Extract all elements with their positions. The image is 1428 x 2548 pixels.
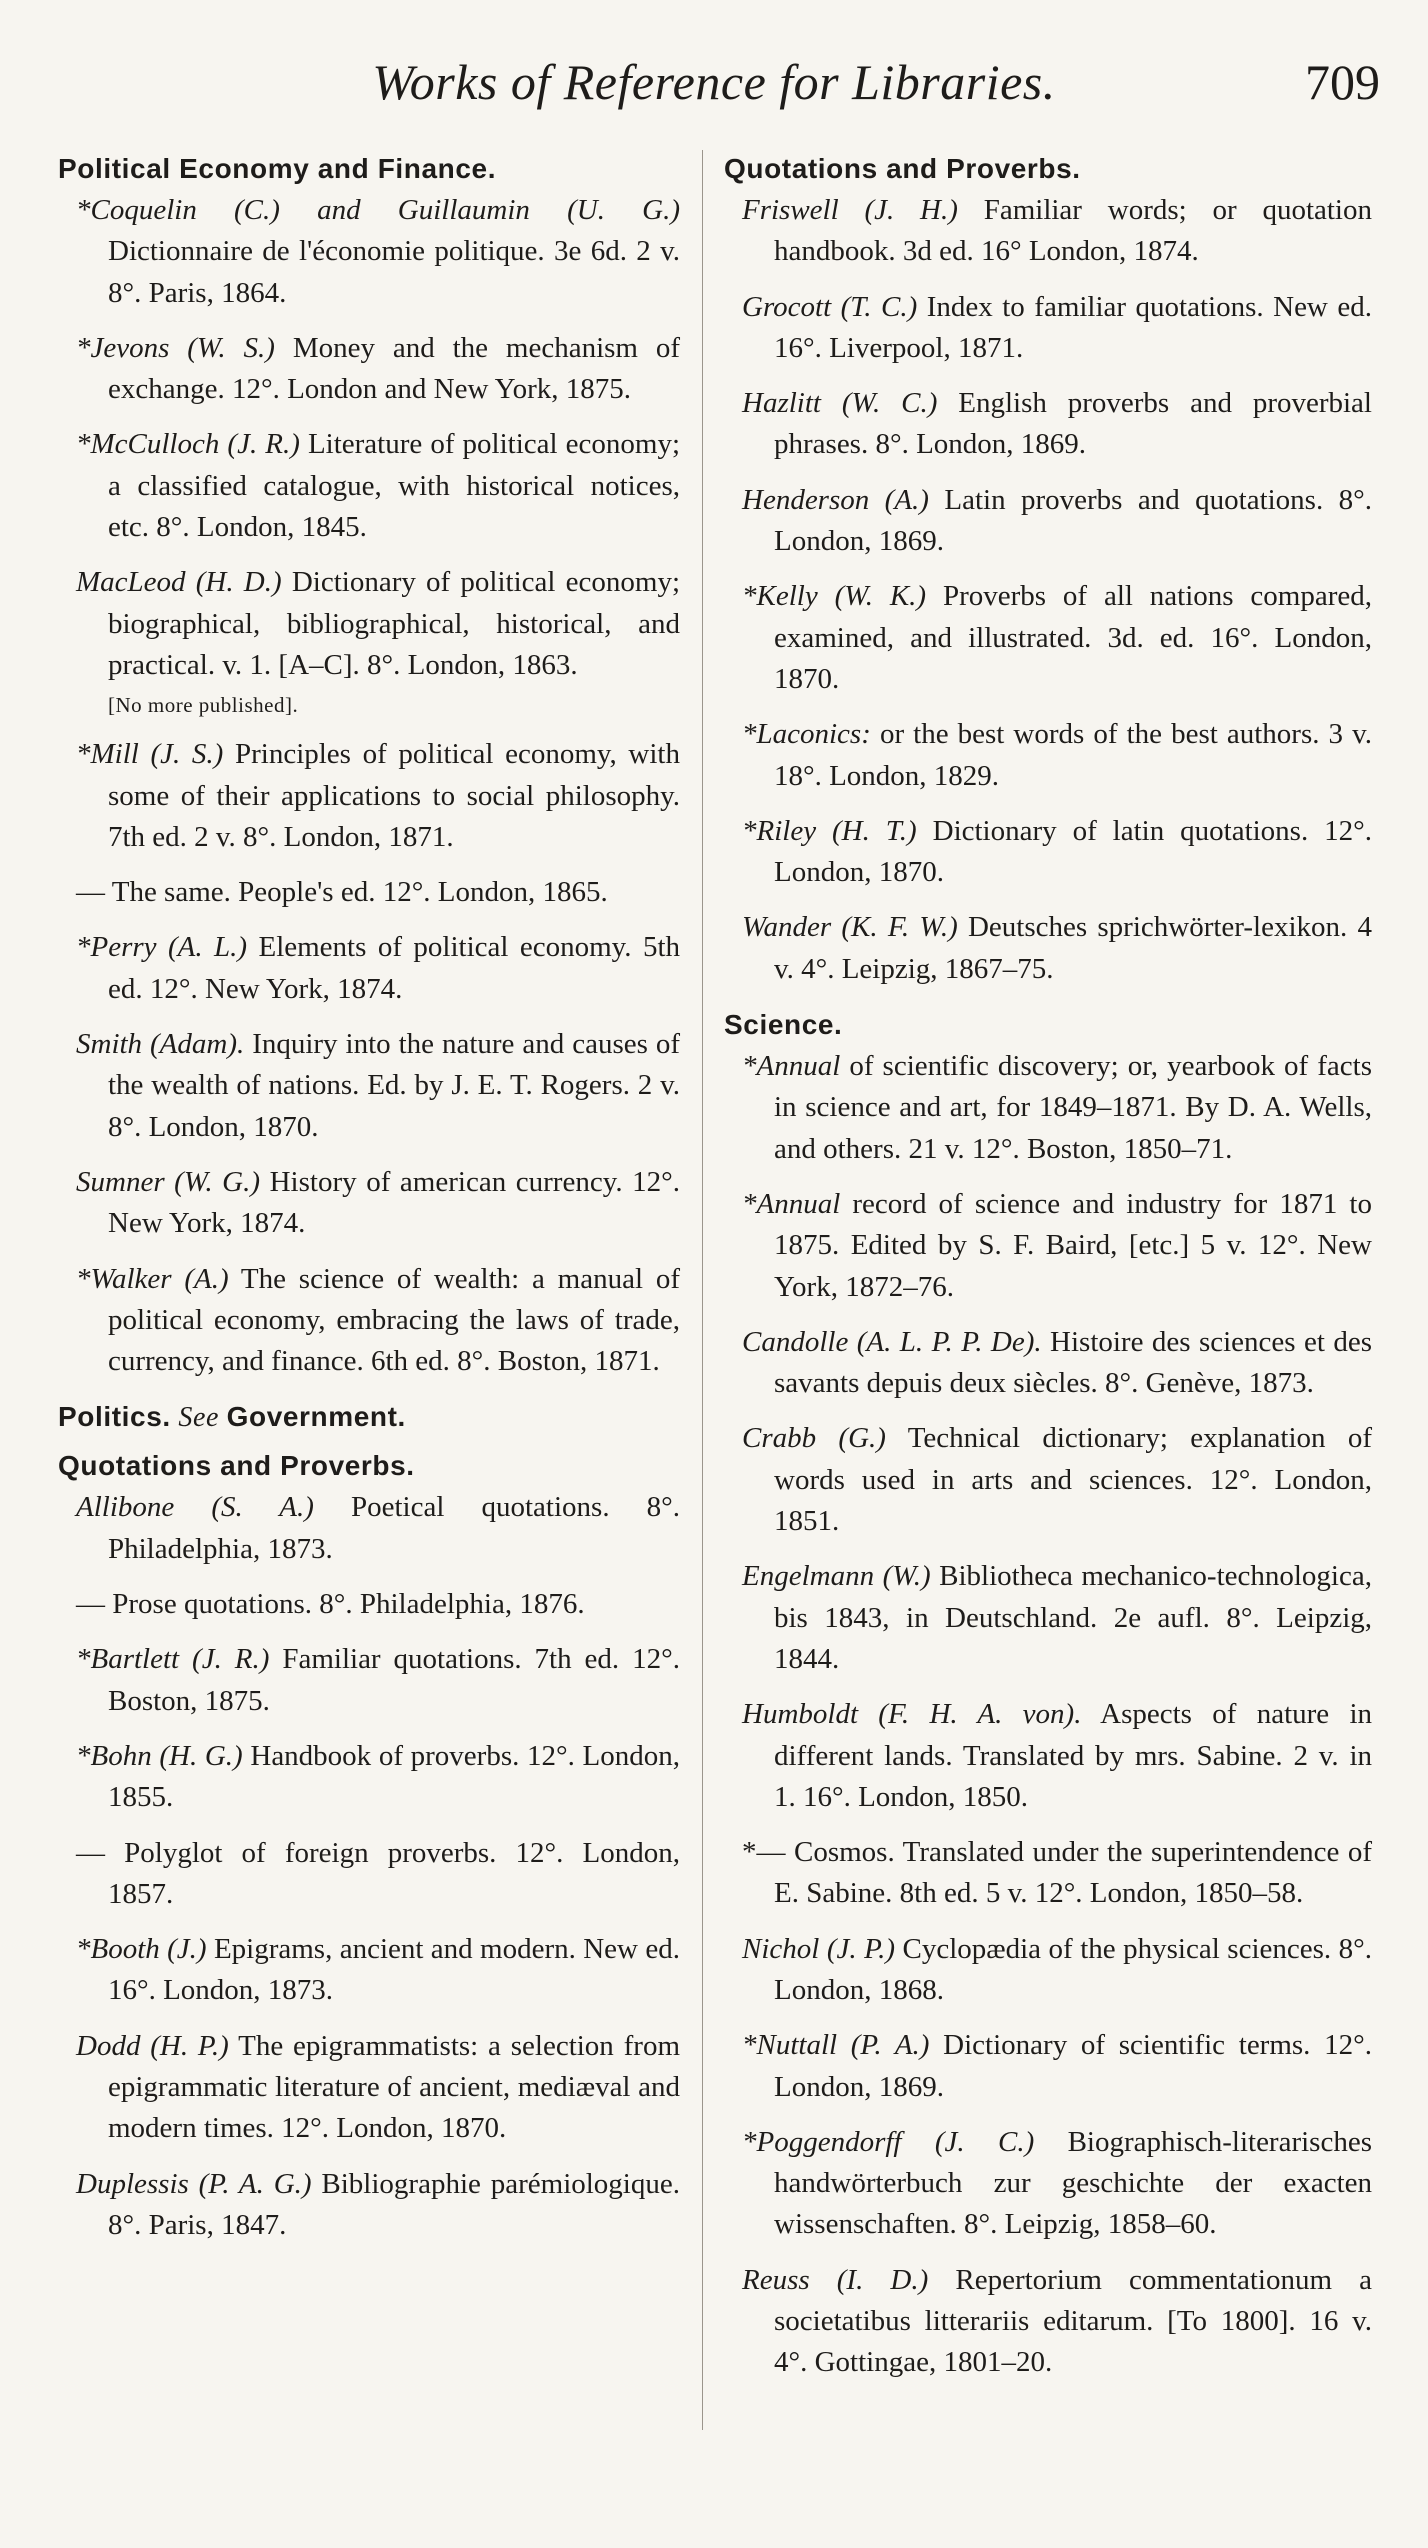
entry-description: Index to familiar quotations. New ed. 16°. Liverpool, 1871. — [774, 290, 1372, 364]
entry-description: Bibliotheca mechanico-technologica, bis 1843, in Deutschland. 2e aufl. 8°. Leipzig, 1844. — [774, 1560, 1372, 1675]
entry-description: Dictionary of scientific terms. 12°. London, 1869. — [774, 2029, 1372, 2103]
section-heading-text: Politics. — [58, 1401, 171, 1433]
entry-description: Dictionnaire de l'économie politique. 3e 6d. 2 v. 8°. Paris, 1864. — [108, 235, 680, 309]
entry-author: *Laconics: — [742, 718, 871, 751]
entry-author: Allibone (S. A.) — [76, 1491, 314, 1524]
entry-author: *Bartlett (J. R.) — [76, 1643, 270, 1676]
bibliography-entry — [724, 1556, 1372, 1680]
entry-description: Aspects of nature in different lands. Translated by mrs. Sabine. 2 v. in 1. 16°. London, 1850. — [774, 1698, 1372, 1813]
bibliography-entry — [58, 2026, 680, 2150]
entry-author: Dodd (H. P.) — [76, 2029, 229, 2062]
bibliography-entry — [724, 1046, 1372, 1170]
entry-description: The epigrammatists: a selection from epigrammatic literature of ancient, mediæval and modern times. 12°. London, 1870. — [108, 2029, 680, 2145]
bibliography-entry — [724, 2122, 1372, 2246]
bibliography-entry — [724, 287, 1372, 370]
entry-description: Biographisch-literarisches handwörterbuch zur geschichte der exacten wissenschaften. 8°. Leipzig, 1858–60. — [774, 2125, 1372, 2241]
bibliography-entry — [724, 811, 1372, 894]
entry-author: *Kelly (W. K.) — [742, 580, 927, 613]
entry-description: Elements of political economy. 5th ed. 12°. New York, 1874. — [108, 931, 681, 1005]
entry-description: English proverbs and proverbial phrases. 8°. London, 1869. — [774, 387, 1372, 461]
entry-author: *Walker (A.) — [76, 1262, 229, 1295]
entry-description: Dictionary of latin quotations. 12°. London, 1870. — [774, 814, 1373, 889]
entry-author: Reuss (I. D.) — [742, 2263, 929, 2296]
entry-author: Friswell (J. H.) — [742, 194, 958, 226]
entry-description: record of science and industry for 1871 to 1875. Edited by S. F. Baird, [etc.] 5 v. 12°. New York, 1872–76. — [774, 1187, 1372, 1303]
bibliographic-note: [No more published]. — [108, 693, 299, 718]
entry-author: Engelmann (W.) — [742, 1560, 931, 1593]
entry-description: Repertorium commentationum a societatibus litterariis editarum. [To 1800]. 16 v. 4°. Gottingae, 1801–20. — [774, 2263, 1372, 2379]
left-column — [58, 142, 680, 2260]
section-heading-text: Quotations and Proverbs. — [724, 153, 1081, 184]
bibliography-entry — [724, 714, 1372, 797]
bibliography-entry — [724, 2025, 1372, 2108]
entry-author: *Mill (J. S.) — [76, 738, 224, 771]
bibliography-entry — [58, 1162, 680, 1245]
entry-description: Histoire des sciences et des savants depuis deux siècles. 8°. Genève, 1873. — [774, 1325, 1372, 1400]
entry-author: Candolle (A. L. P. P. De). — [742, 1325, 1042, 1358]
entry-author: Hazlitt (W. C.) — [742, 387, 938, 420]
entry-description: Literature of political economy; a classified catalogue, with historical notices, etc. 8°. London, 1845. — [108, 428, 680, 544]
section-heading — [58, 1445, 680, 1487]
bibliography-entry — [724, 2260, 1372, 2384]
entry-author: *Poggendorff (J. C.) — [742, 2125, 1035, 2158]
bibliography-entry — [58, 1736, 680, 1819]
bibliography-entry — [724, 190, 1372, 273]
section-heading-text: Science. — [724, 1009, 843, 1041]
bibliography-entry — [724, 907, 1372, 990]
entry-description: History of american currency. 12°. New York, 1874. — [108, 1165, 681, 1240]
bibliography-entry — [58, 927, 680, 1010]
entry-author: MacLeod (H. D.) — [76, 566, 282, 599]
bibliography-entry — [58, 1024, 680, 1148]
entry-description: — Polyglot of foreign proverbs. 12°. London, 1857. — [76, 1836, 680, 1910]
bibliography-entry — [58, 1584, 680, 1625]
entry-description: Handbook of proverbs. 12°. London, 1855. — [108, 1739, 680, 1814]
entry-description: Dictionary of political economy; biographical, bibliographical, historical, and practical. v. 1. [A–C]. 8°. London, 1863. — [108, 566, 681, 681]
entry-author: *Annual — [742, 1187, 841, 1220]
entry-author: Smith (Adam). — [76, 1028, 245, 1061]
bibliography-entry — [58, 1639, 680, 1722]
bibliography-entry — [58, 190, 680, 314]
page-title: Works of Reference for Libraries. — [372, 54, 1056, 110]
entry-description: Poetical quotations. 8°. Philadelphia, 1873. — [108, 1491, 680, 1565]
page-number: 709 — [1305, 54, 1380, 110]
entry-description: The science of wealth: a manual of political economy, embracing the laws of trade, currency, and finance. 6th ed. 8°. Boston, 1871. — [108, 1262, 680, 1378]
bibliography-entry — [724, 1694, 1372, 1818]
entry-author: *Bohn (H. G.) — [76, 1739, 243, 1772]
entry-author: *Riley (H. T.) — [742, 814, 917, 847]
bibliography-entry — [724, 576, 1372, 700]
bibliography-entry — [724, 1184, 1372, 1308]
entry-description: Bibliographie parémiologique. 8°. Paris, 1847. — [108, 2167, 680, 2241]
bibliography-entry — [724, 1322, 1372, 1405]
entry-description: Principles of political economy, with some of their applications to social philosophy. 7th ed. 2 v. 8°. London, 1871. — [108, 738, 680, 853]
entry-author: *Coquelin (C.) and Guillaumin (U. G.) — [76, 194, 680, 226]
section-heading — [58, 148, 680, 190]
bibliography-entry — [58, 328, 680, 411]
section-heading — [724, 1004, 1372, 1046]
column-divider — [702, 150, 703, 2430]
bibliography-entry — [724, 1832, 1372, 1915]
bibliography-entry — [58, 1259, 680, 1383]
entry-description: or the best words of the best authors. 3 v. 18°. London, 1829. — [774, 718, 1372, 792]
see-reference-label: See — [170, 1402, 227, 1434]
bibliography-entry — [58, 734, 680, 858]
bibliography-entry — [58, 872, 680, 913]
entry-author: Sumner (W. G.) — [76, 1165, 261, 1198]
entry-author: *Annual — [742, 1050, 841, 1083]
entry-description: Cyclopædia of the physical sciences. 8°. London, 1868. — [774, 1932, 1372, 2006]
entry-author: Duplessis (P. A. G.) — [76, 2167, 312, 2200]
section-heading-text: Quotations and Proverbs. — [58, 1450, 415, 1482]
entry-author: Grocott (T. C.) — [742, 290, 918, 323]
see-reference-target: Government. — [226, 1401, 406, 1433]
entry-description: Epigrams, ancient and modern. New ed. 16°. London, 1873. — [108, 1933, 680, 2007]
bibliography-entry — [724, 480, 1372, 563]
right-column — [724, 142, 1372, 2398]
entry-author: *Jevons (W. S.) — [76, 331, 275, 364]
entry-description: Inquiry into the nature and causes of the wealth of nations. Ed. by J. E. T. Rogers. 2 v. 8°. London, 1870. — [108, 1028, 680, 1143]
bibliography-entry — [724, 1929, 1372, 2012]
entry-description: *— Cosmos. Translated under the superintendence of E. Sabine. 8th ed. 5 v. 12°. London, 1850–58. — [742, 1836, 1372, 1910]
bibliography-entry — [724, 383, 1372, 466]
entry-author: Henderson (A.) — [742, 483, 929, 516]
entry-author: *Perry (A. L.) — [76, 931, 248, 964]
entry-author: Nichol (J. P.) — [742, 1932, 895, 1965]
bibliography-entry — [58, 1487, 680, 1570]
bibliography-entry — [58, 424, 680, 548]
entry-description: Proverbs of all nations compared, examined, and illustrated. 3d. ed. 16°. London, 1870. — [774, 580, 1373, 695]
entry-description: Technical dictionary; explanation of words used in arts and sciences. 12°. London, 1851. — [774, 1422, 1373, 1538]
section-heading-text: Political Economy and Finance. — [58, 153, 497, 184]
entry-author: Crabb (G.) — [742, 1422, 886, 1455]
entry-author: *Booth (J.) — [76, 1933, 207, 1966]
entry-description: Deutsches sprichwörter-lexikon. 4 v. 4°. Leipzig, 1867–75. — [774, 911, 1372, 985]
bibliography-entry — [58, 1929, 680, 2012]
entry-description: — The same. People's ed. 12°. London, 1865. — [76, 876, 608, 909]
entry-description: Familiar words; or quotation handbook. 3d ed. 16° London, 1874. — [774, 194, 1372, 268]
entry-description: Money and the mechanism of exchange. 12°. London and New York, 1875. — [108, 331, 680, 406]
section-heading — [724, 148, 1372, 190]
entry-description: Familiar quotations. 7th ed. 12°. Boston, 1875. — [108, 1643, 680, 1717]
bibliography-entry — [58, 2164, 680, 2247]
bibliography-entry — [58, 562, 680, 686]
entry-author: Humboldt (F. H. A. von). — [742, 1698, 1082, 1731]
entry-description: — Prose quotations. 8°. Philadelphia, 1876. — [76, 1588, 585, 1621]
entry-description: of scientific discovery; or, yearbook of facts in science and art, for 1849–1871. By D. A. Wells, and others. 21 v. 12°. Boston, 1850–71. — [774, 1050, 1372, 1165]
bibliography-entry — [58, 1833, 680, 1916]
entry-description: Latin proverbs and quotations. 8°. London, 1869. — [774, 483, 1372, 558]
section-heading — [58, 1396, 680, 1439]
bibliography-entry — [724, 1418, 1372, 1542]
entry-author: *McCulloch (J. R.) — [76, 428, 300, 461]
entry-author: *Nuttall (P. A.) — [742, 2029, 930, 2062]
entry-author: Wander (K. F. W.) — [742, 911, 958, 944]
